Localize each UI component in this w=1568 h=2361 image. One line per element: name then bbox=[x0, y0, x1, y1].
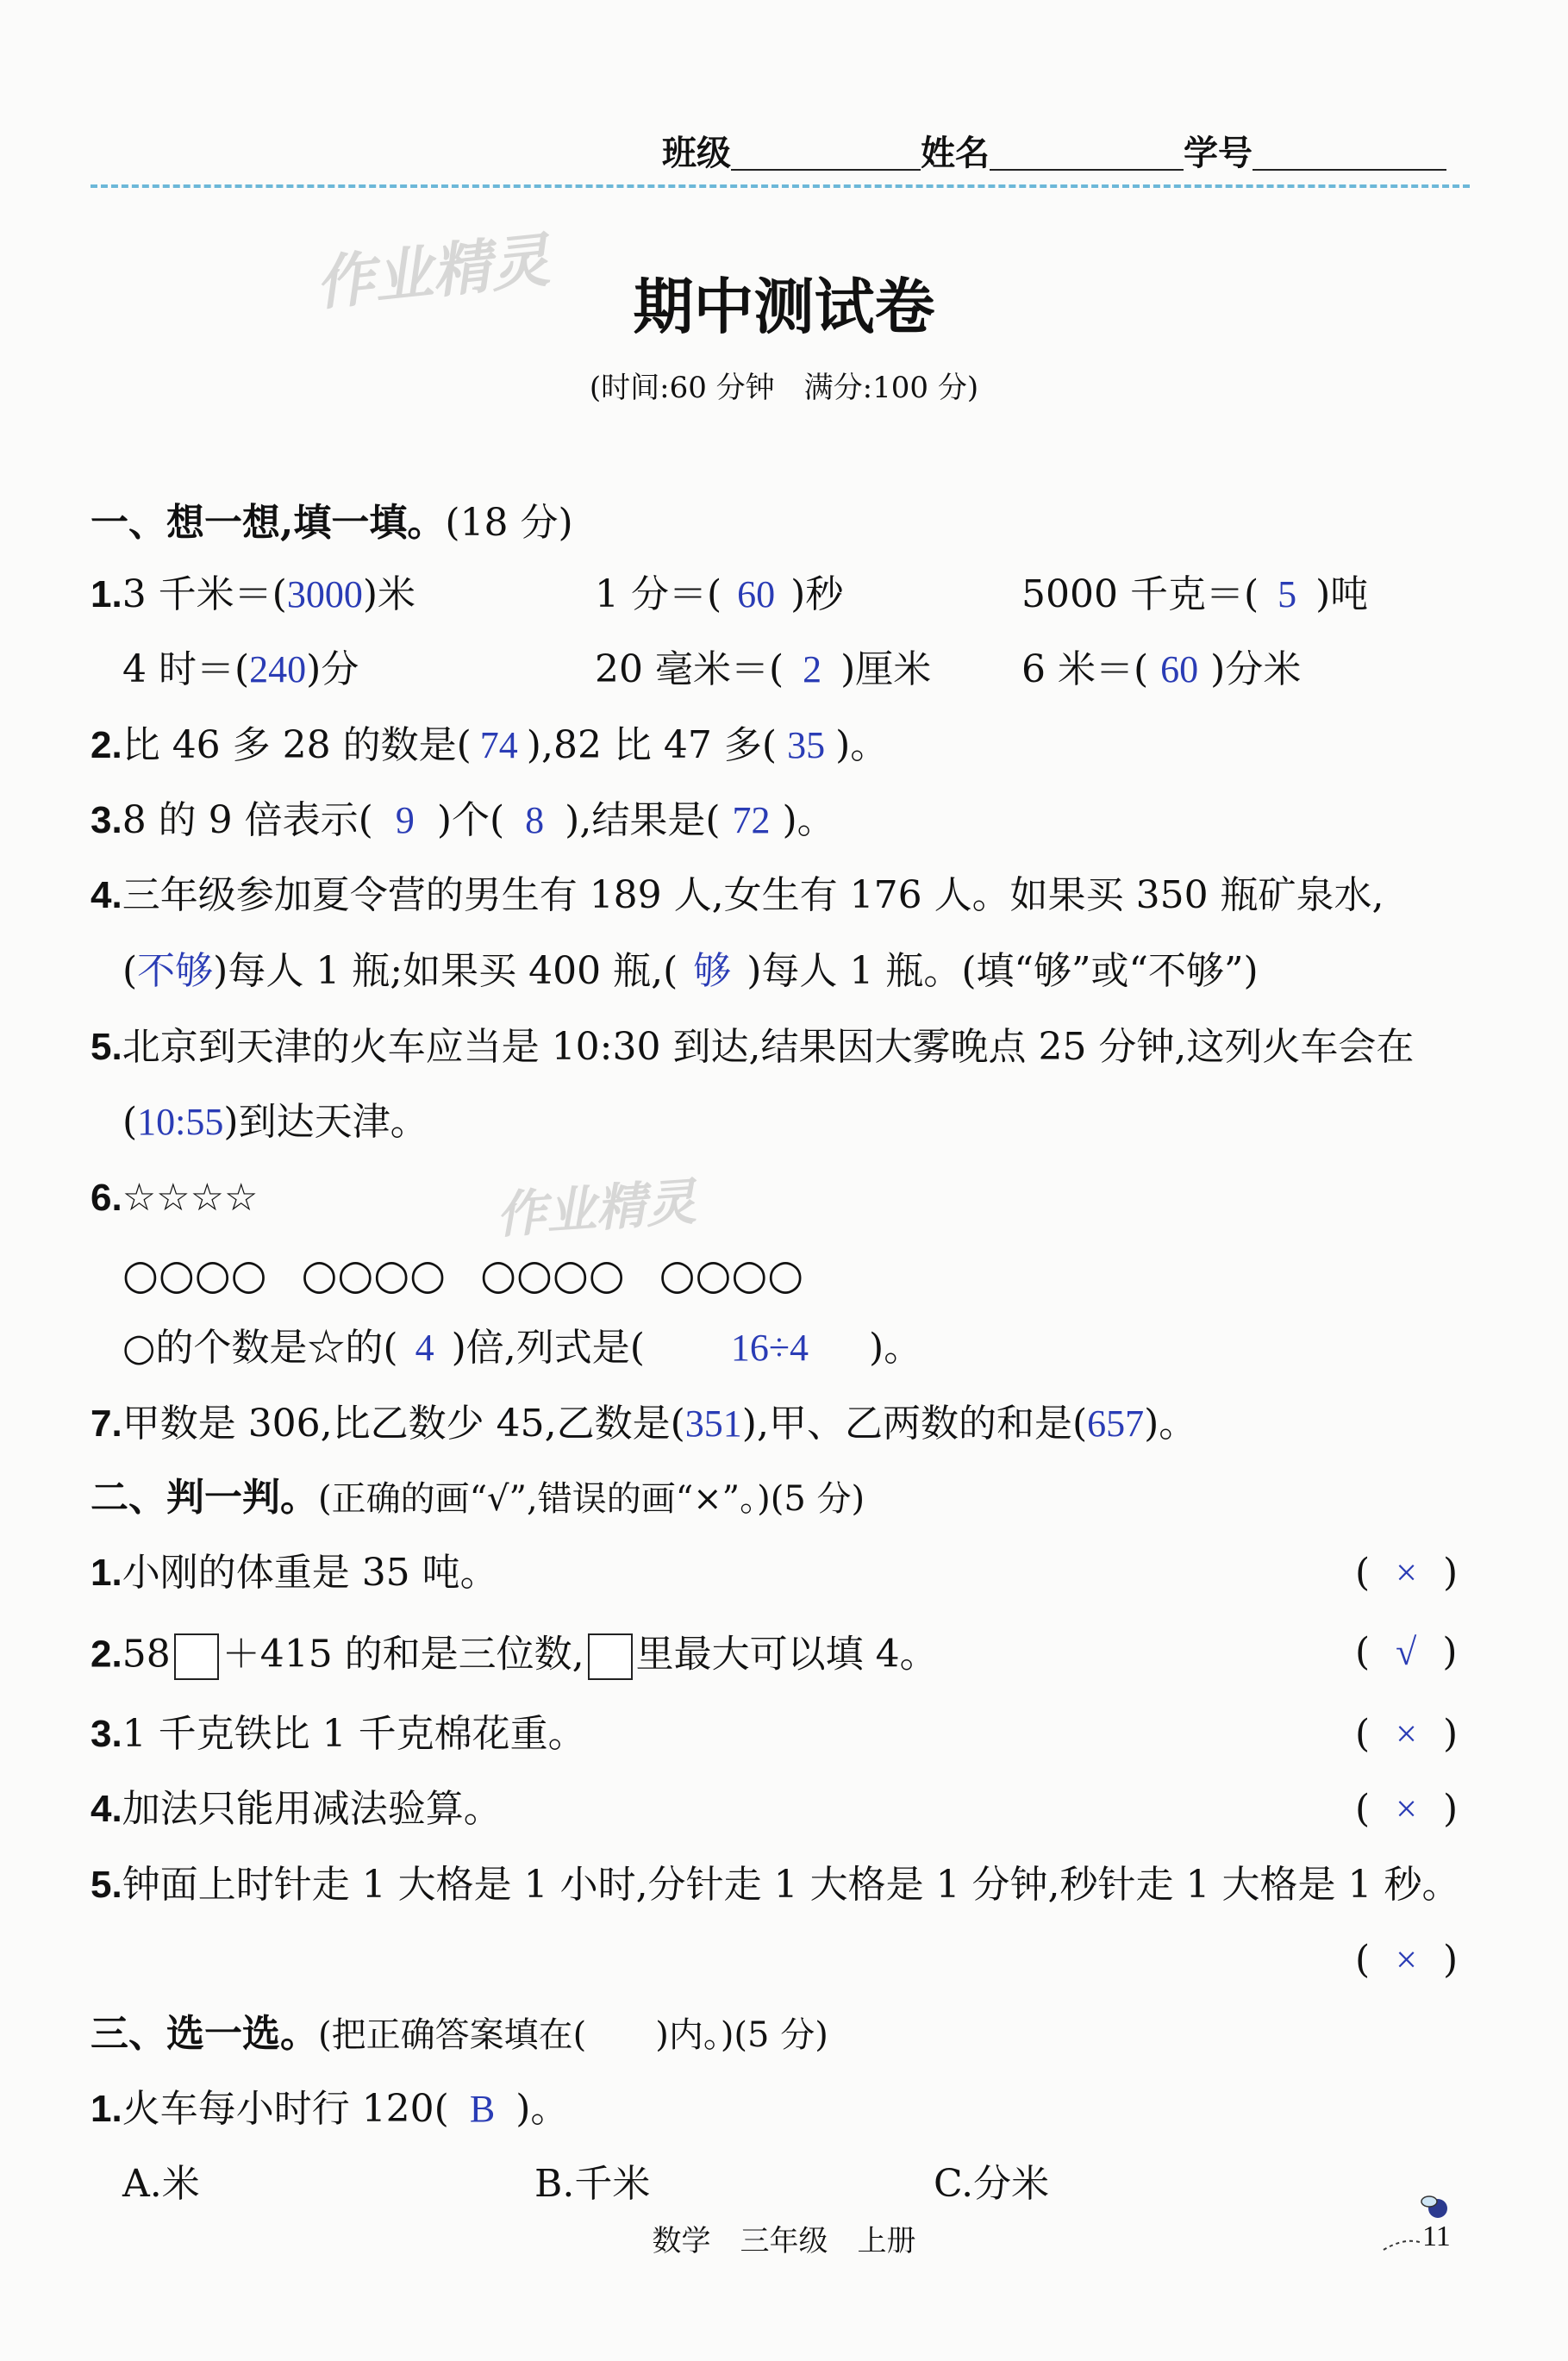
answer[interactable]: 240 bbox=[249, 648, 307, 690]
choose-q1: 1.火车每小时行 120( B )。 bbox=[91, 2087, 569, 2131]
page-title: 期中测试卷 bbox=[633, 272, 935, 342]
answer[interactable]: 8 bbox=[525, 799, 545, 841]
class-blank[interactable] bbox=[731, 138, 921, 171]
answer[interactable]: 2 bbox=[803, 648, 822, 690]
section2-heading: 二、判一判。(正确的画“√”,错误的画“×”。)(5 分) bbox=[91, 1476, 865, 1520]
answer[interactable]: 够 bbox=[693, 950, 732, 992]
judge-answer-4[interactable]: ( × ) bbox=[1355, 1787, 1459, 1831]
page-subtitle: (时间:60 分钟 满分:100 分) bbox=[589, 371, 979, 405]
q3: 3.8 的 9 倍表示( 9 )个( 8 ),结果是( 72 )。 bbox=[91, 798, 835, 842]
answer[interactable]: 9 bbox=[395, 799, 415, 841]
name-blank[interactable] bbox=[990, 138, 1184, 171]
circle-group: ○○○○ bbox=[122, 1251, 267, 1299]
answer[interactable]: 72 bbox=[732, 799, 771, 841]
answer[interactable]: 60 bbox=[1160, 648, 1199, 690]
q1-item-d: 4 时＝(240)分 bbox=[122, 647, 359, 691]
answer[interactable]: 4 bbox=[415, 1327, 434, 1369]
option-a[interactable]: A.米 bbox=[122, 2162, 200, 2206]
header-divider bbox=[91, 184, 1470, 188]
judge-item-4: 4.加法只能用减法验算。 bbox=[91, 1787, 502, 1831]
option-c[interactable]: C.分米 bbox=[934, 2162, 1050, 2206]
q1-item-f: 6 米＝( 60 )分米 bbox=[1021, 647, 1302, 691]
answer[interactable]: 16÷4 bbox=[730, 1327, 809, 1369]
name-label: 姓名 bbox=[921, 134, 990, 173]
q6-question: ○的个数是☆的( 4 )倍,列式是( 16÷4 )。 bbox=[122, 1326, 922, 1370]
q5-line2: (10:55)到达天津。 bbox=[122, 1100, 428, 1144]
id-label: 学号 bbox=[1184, 134, 1253, 173]
blank-box[interactable] bbox=[588, 1633, 633, 1680]
footer-text: 数学 三年级 上册 bbox=[652, 2224, 916, 2258]
q1-item-b: 1 分＝( 60 )秒 bbox=[595, 572, 844, 616]
q4-line1: 4.三年级参加夏令营的男生有 189 人,女生有 176 人。如果买 350 瓶矿泉水, bbox=[91, 873, 1384, 917]
answer[interactable]: 35 bbox=[787, 724, 826, 766]
judge-answer-5[interactable]: ( × ) bbox=[1355, 1938, 1459, 1982]
answer[interactable]: 5 bbox=[1278, 573, 1297, 615]
q7: 7.甲数是 306,比乙数少 45,乙数是(351),甲、乙两数的和是(657)。 bbox=[91, 1402, 1197, 1446]
circle-group: ○○○○ bbox=[480, 1251, 625, 1299]
q1-item-a: 1.3 千米＝(3000)米 bbox=[91, 572, 416, 616]
judge-item-5: 5.钟面上时针走 1 大格是 1 小时,分针走 1 大格是 1 分钟,秒针走 1 大格是 1 秒。 bbox=[91, 1863, 1460, 1907]
circle-group: ○○○○ bbox=[659, 1251, 804, 1299]
judge-answer-2[interactable]: ( √ ) bbox=[1355, 1630, 1458, 1674]
judge-item-1: 1.小刚的体重是 35 吨。 bbox=[91, 1551, 498, 1595]
answer[interactable]: 60 bbox=[737, 573, 776, 615]
judge-item-2: 2.58 ＋415 的和是三位数, 里最大可以填 4。 bbox=[91, 1633, 938, 1680]
answer[interactable]: 657 bbox=[1087, 1402, 1145, 1445]
answer[interactable]: 74 bbox=[479, 724, 518, 766]
answer[interactable]: B bbox=[469, 2088, 496, 2130]
blank-box[interactable] bbox=[174, 1633, 219, 1680]
option-b[interactable]: B.千米 bbox=[534, 2162, 651, 2206]
class-label: 班级 bbox=[662, 134, 731, 173]
judge-answer-3[interactable]: ( × ) bbox=[1355, 1712, 1459, 1756]
q6-stars: 6.☆☆☆☆ bbox=[91, 1176, 259, 1220]
circle-group: ○○○○ bbox=[301, 1251, 447, 1299]
answer[interactable]: 不够 bbox=[137, 950, 214, 992]
answer[interactable]: 10:55 bbox=[137, 1101, 224, 1143]
id-blank[interactable] bbox=[1253, 138, 1446, 171]
watermark-logo: 作业精灵 bbox=[494, 1171, 698, 1245]
watermark-logo: 作业精灵 bbox=[312, 226, 553, 319]
judge-item-3: 3.1 千克铁比 1 千克棉花重。 bbox=[91, 1712, 586, 1756]
q1-item-c: 5000 千克＝( 5 )吨 bbox=[1021, 572, 1369, 616]
q2: 2.比 46 多 28 的数是( 74 ),82 比 47 多( 35 )。 bbox=[91, 723, 889, 767]
q5-line1: 5.北京到天津的火车应当是 10:30 到达,结果因大雾晚点 25 分钟,这列火车会在 bbox=[91, 1025, 1415, 1069]
q6-circles bbox=[122, 1251, 804, 1299]
answer[interactable]: 3000 bbox=[286, 573, 363, 615]
header-fields bbox=[662, 136, 1446, 171]
section3-heading: 三、选一选。(把正确答案填在( )内。)(5 分) bbox=[91, 2012, 828, 2056]
judge-answer-1[interactable]: ( × ) bbox=[1355, 1551, 1459, 1595]
answer[interactable]: 351 bbox=[684, 1402, 742, 1445]
q4-line2: (不够)每人 1 瓶;如果买 400 瓶,( 够 )每人 1 瓶。(填“够”或“不够”) bbox=[122, 949, 1259, 993]
section1-heading: 一、想一想,填一填。(18 分) bbox=[91, 501, 573, 545]
star-shapes: ☆☆☆☆ bbox=[122, 1176, 259, 1220]
q1-item-e: 20 毫米＝( 2 )厘米 bbox=[595, 647, 932, 691]
